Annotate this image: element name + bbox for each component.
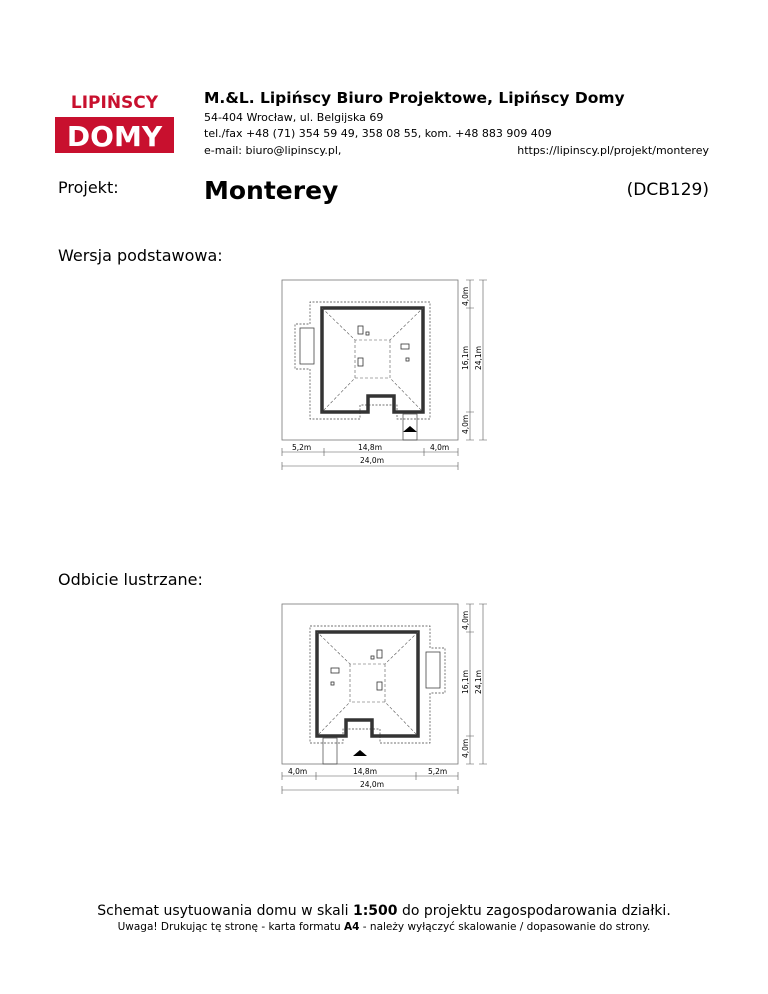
chimney	[366, 332, 369, 335]
dim-left: 4,0m	[288, 767, 308, 776]
footer-warning-post: - należy wyłączyć skalowanie / dopasowanie do strony.	[359, 921, 651, 933]
basic-version-title: Wersja podstawowa:	[58, 246, 223, 265]
project-label: Projekt:	[58, 178, 119, 197]
project-url[interactable]: https://lipinscy.pl/projekt/monterey	[517, 144, 709, 157]
entrance-arrow-icon	[403, 426, 417, 432]
house-walls	[322, 308, 423, 412]
chimney	[331, 682, 334, 685]
mirror-version-title: Odbicie lustrzane:	[58, 570, 203, 589]
dim-total: 24,0m	[360, 456, 385, 465]
skylight	[358, 326, 363, 334]
plot-outline	[282, 604, 458, 764]
footer-print-warning	[0, 921, 768, 933]
dim-bottom: 4,0m	[461, 738, 470, 758]
skylight	[358, 358, 363, 366]
footer-warning-pre: Uwaga! Drukując tę stronę - karta formatu	[117, 921, 345, 933]
chimney	[406, 358, 409, 361]
footer-scale-note	[0, 903, 768, 919]
dim-mid: 14,8m	[358, 443, 383, 452]
site-plan-basic	[270, 272, 500, 492]
project-code: (DCB129)	[626, 180, 709, 200]
company-phone: tel./fax +48 (71) 354 59 49, 358 08 55, kom. +48 883 909 409	[204, 127, 552, 140]
chimney	[371, 656, 374, 659]
plot-outline	[282, 280, 458, 440]
side-porch	[300, 328, 314, 364]
dim-bottom: 4,0m	[461, 414, 470, 434]
company-address: 54-404 Wrocław, ul. Belgijska 69	[204, 111, 384, 124]
footer-scale-value: 1:500	[352, 903, 398, 919]
dim-house: 16,1m	[461, 669, 470, 694]
company-logo	[55, 93, 174, 153]
dim-total-v: 24,1m	[474, 669, 483, 694]
entrance-arrow-icon	[353, 750, 367, 756]
entrance-steps	[323, 738, 337, 764]
dim-right: 5,2m	[428, 767, 448, 776]
footer-scale-text-post: do projektu zagospodarowania działki.	[397, 903, 671, 919]
dim-mid: 14,8m	[353, 767, 378, 776]
dim-top: 4,0m	[461, 286, 470, 306]
dim-left: 5,2m	[292, 443, 312, 452]
project-name: Monterey	[204, 176, 339, 205]
company-name: M.&L. Lipińscy Biuro Projektowe, Lipińscy Domy	[204, 89, 625, 107]
footer-scale-text-pre: Schemat usytuowania domu w skali	[97, 903, 353, 919]
dim-right: 4,0m	[430, 443, 450, 452]
dim-house: 16,1m	[461, 345, 470, 370]
dim-total: 24,0m	[360, 780, 385, 789]
skylight	[401, 344, 409, 349]
company-email: e-mail: biuro@lipinscy.pl,	[204, 144, 342, 157]
dim-total-v: 24,1m	[474, 345, 483, 370]
skylight	[377, 650, 382, 658]
logo-text-top: LIPIŃSCY	[70, 93, 159, 113]
dim-top: 4,0m	[461, 610, 470, 630]
side-porch	[426, 652, 440, 688]
skylight	[331, 668, 339, 673]
footer-warning-format: A4	[344, 921, 360, 933]
skylight	[377, 682, 382, 690]
roof-outline	[310, 626, 445, 743]
logo-text-bottom: DOMY	[66, 120, 163, 153]
site-plan-mirror	[270, 596, 500, 816]
roof-outline	[295, 302, 430, 419]
house-walls	[317, 632, 418, 736]
